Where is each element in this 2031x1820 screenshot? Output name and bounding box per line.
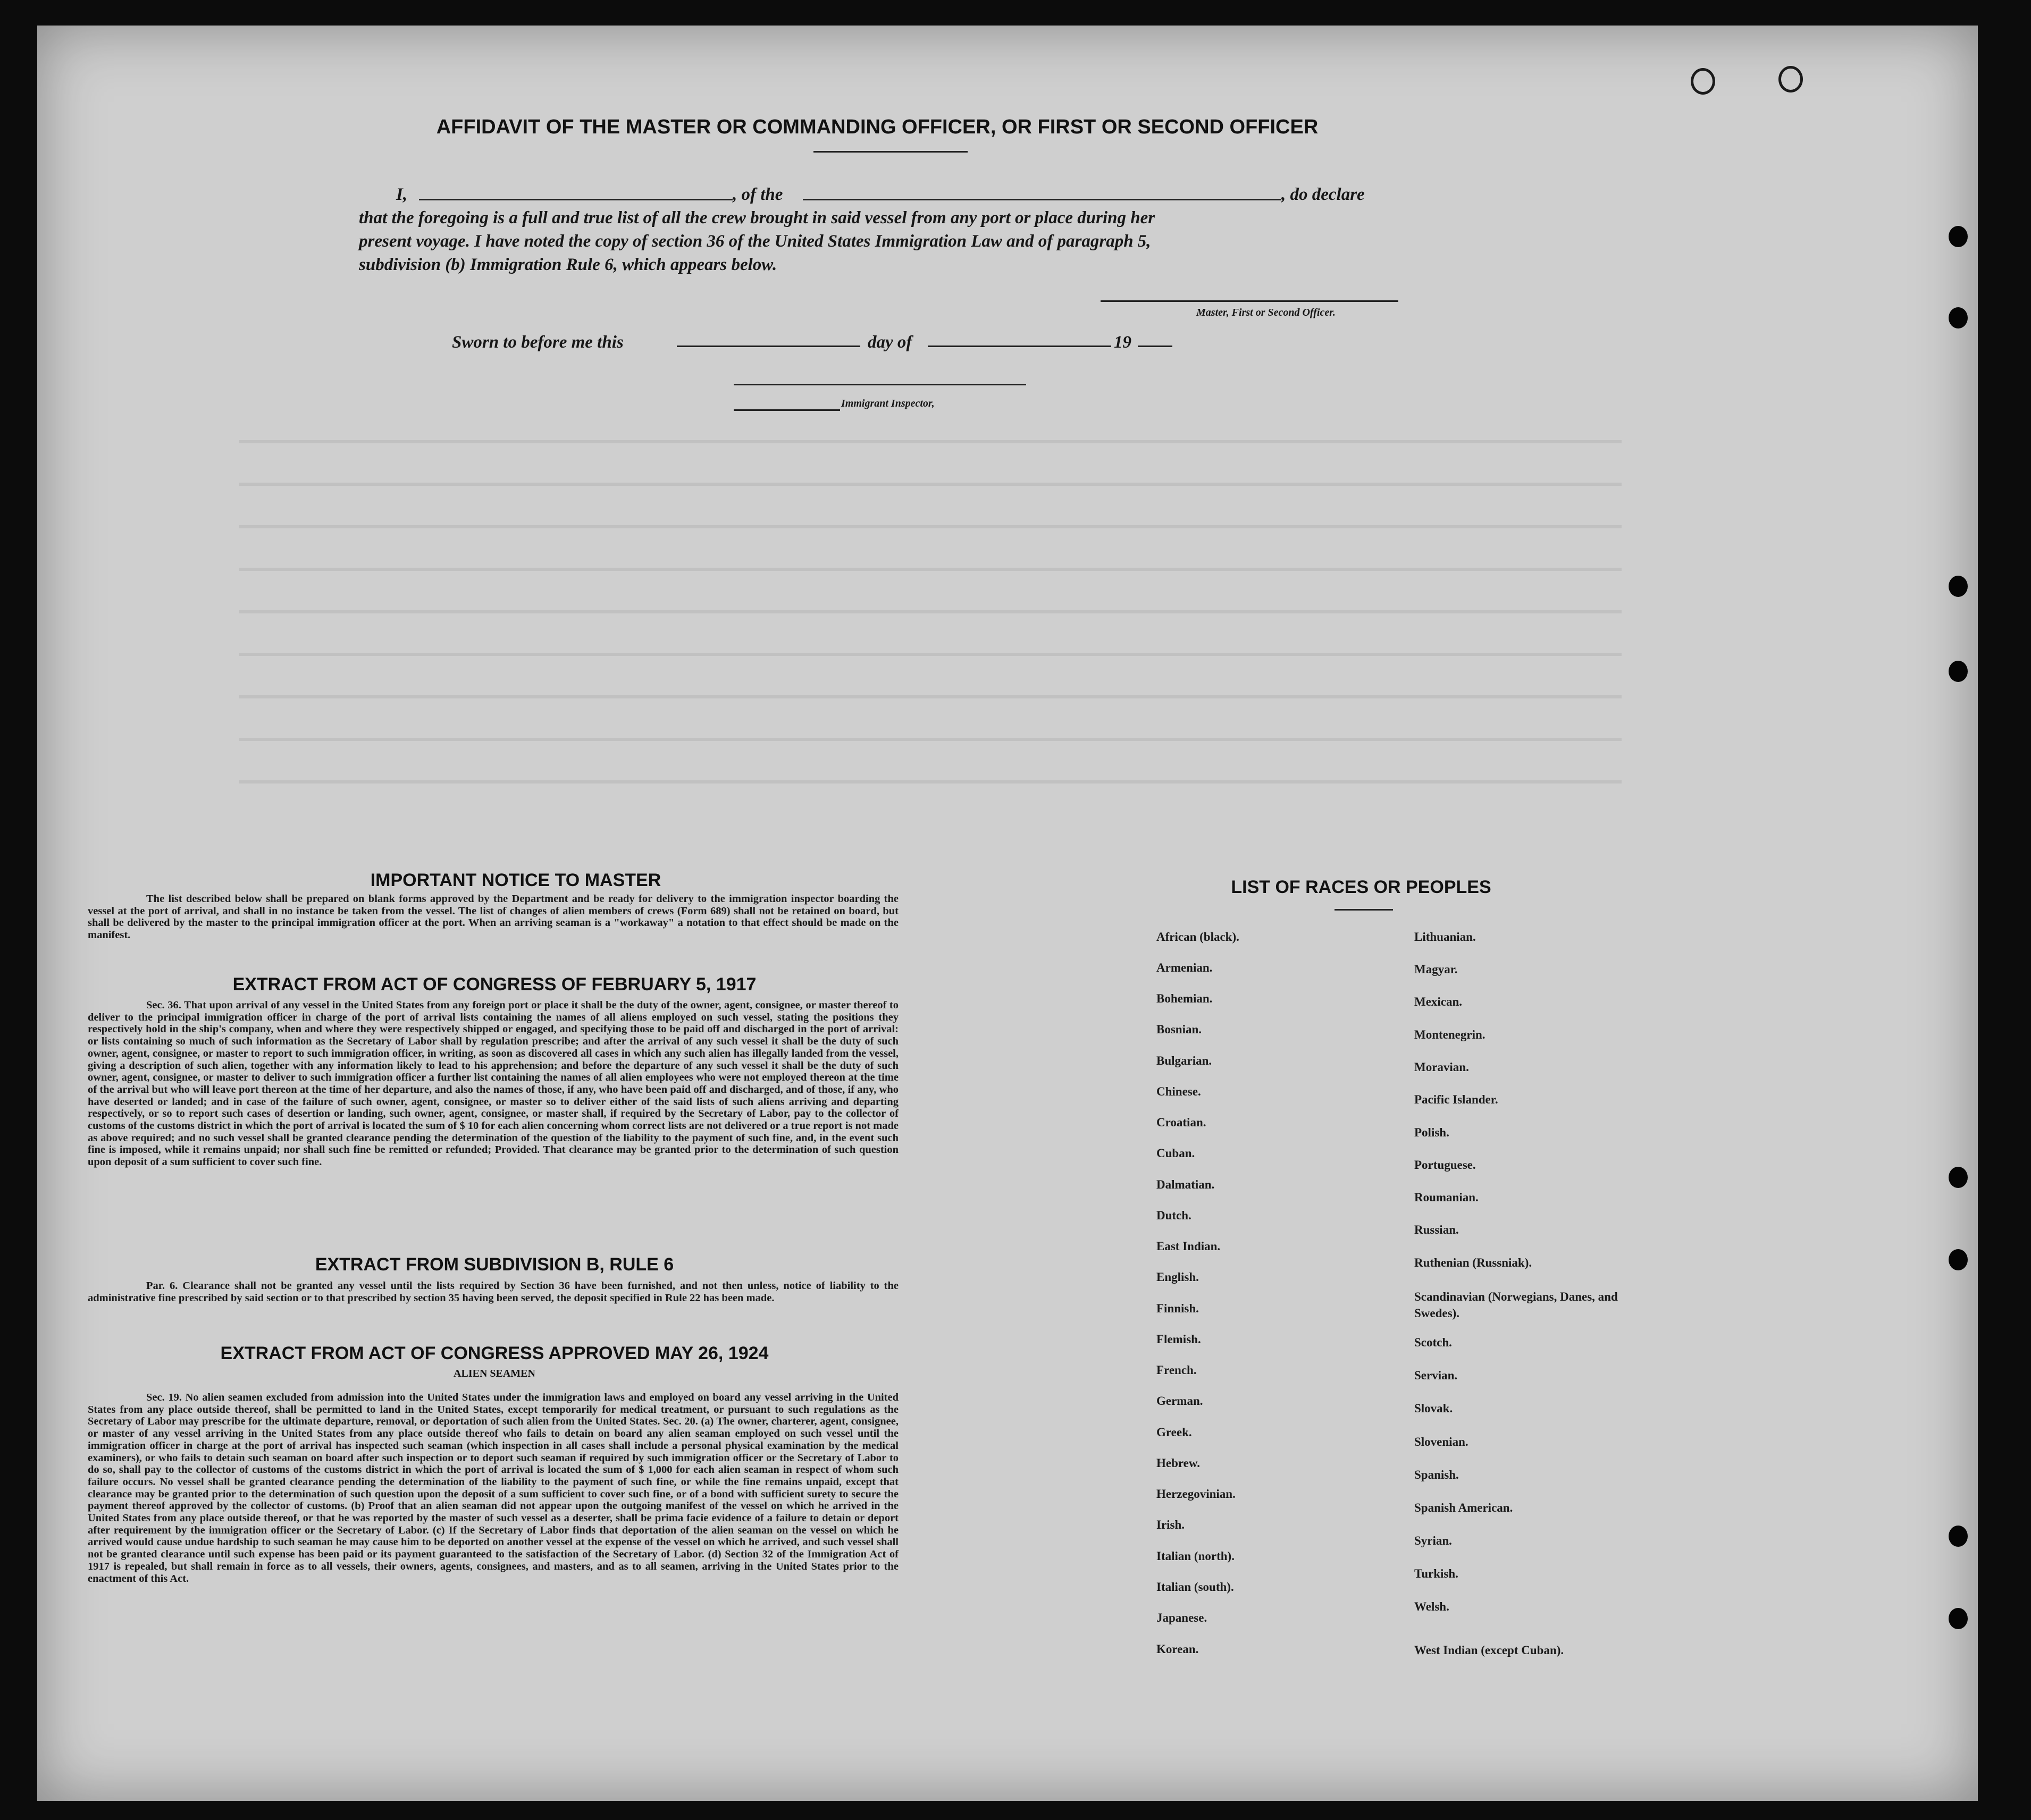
race-item: Flemish.	[1156, 1333, 1201, 1346]
race-item: Syrian.	[1414, 1534, 1452, 1547]
extract-1924-subtitle: ALIEN SEAMEN	[454, 1368, 535, 1379]
sworn-month-blank[interactable]	[928, 346, 1111, 347]
race-item: Hebrew.	[1156, 1456, 1200, 1470]
race-item: English.	[1156, 1270, 1199, 1284]
race-item: Croatian.	[1156, 1116, 1206, 1129]
affidavit-line2: that the foregoing is a full and true list of all the crew brought in said vessel from any port or place during her	[359, 208, 1155, 228]
race-item: Pacific Islander.	[1414, 1093, 1498, 1106]
inspector-label: Immigrant Inspector,	[841, 398, 935, 409]
race-item: Greek.	[1156, 1426, 1192, 1439]
race-item: Slovak.	[1414, 1402, 1453, 1415]
inspector-line[interactable]	[734, 409, 840, 411]
race-item: Bulgarian.	[1156, 1054, 1212, 1067]
race-item: German.	[1156, 1394, 1203, 1408]
binder-hole	[1949, 1249, 1968, 1270]
name-blank[interactable]	[419, 199, 733, 200]
race-item: Scandinavian (Norwegians, Danes, and Swedes).	[1414, 1290, 1618, 1320]
race-item: Herzegovinian.	[1156, 1487, 1236, 1501]
inspector-line-top[interactable]	[734, 384, 1026, 385]
race-item: Finnish.	[1156, 1302, 1199, 1315]
race-item: Lithuanian.	[1414, 930, 1476, 943]
extract-rule6-title: EXTRACT FROM SUBDIVISION B, RULE 6	[315, 1254, 674, 1275]
race-item: Slovenian.	[1414, 1435, 1468, 1448]
binder-hole	[1691, 68, 1715, 95]
race-item: Italian (south).	[1156, 1580, 1234, 1594]
race-item: Korean.	[1156, 1642, 1199, 1656]
binder-hole	[1778, 66, 1803, 92]
race-item: Polish.	[1414, 1126, 1449, 1139]
affidavit-title: AFFIDAVIT OF THE MASTER OR COMMANDING OFFICER, OR FIRST OR SECOND OFFICER	[436, 116, 1319, 138]
race-item: East Indian.	[1156, 1240, 1221, 1253]
extract-1917-body: Sec. 36. That upon arrival of any vessel in the United States from any foreign port or place it shall be the duty of the owner, agent, consignee, or master thereof to deliver to the principal immigration officer in charge of the port of arrival lists containing the names of all aliens employed on such vessel, stating the positions they respectively hold in the ship's company, when and where they were respectively shipped or engaged, and specifying those to be paid off and discharged in the port of arrival: or lists containing so much of such information as the Secretary of Labor shall by regulation prescribe; and after the arrival of any such vessel it shall be the duty of such owner, agent, consignee, or master to report to such immigration officer, in writing, as soon as discovered all cases in which any such alien has illegally landed from the vessel, giving a description of such alien, together with any information likely to lead to his apprehension; and before the departure of any such vessel it shall be the duty of such owner, agent, consignee, or master to deliver to such immigration officer a further list containing the names of all alien employees who were not employed thereon at the time of the arrival but who will leave port thereon at the time of her departure, and also the names of those, if any, who have been paid off and discharged, and of those, if any, who have deserted or landed; and in case of the failure of such owner, agent, consignee, or master so to deliver either of the said lists of such aliens arriving and departing respectively, or so to report such cases of desertion or landing, such owner, agent, consignee, or master shall, if required by the Secretary of Labor, pay to the collector of customs of the customs district in which the port of arrival is located the sum of $ 10 for each alien concerning whom correct lists are not delivered or a true report is not made as above required; and no such vessel shall be granted clearance pending the determination of the question of the liability to the payment of such fine, and, in the event such fine is imposed, while it remains unpaid; nor shall such fine be remitted or refunded; Provided. That clearance may be granted prior to the determination of such question upon deposit of a sum sufficient to cover such fine.	[88, 999, 899, 1168]
race-item: Chinese.	[1156, 1085, 1201, 1098]
binder-hole	[1949, 226, 1968, 247]
race-item: Irish.	[1156, 1518, 1185, 1531]
race-item: Bohemian.	[1156, 992, 1213, 1005]
extract-rule6-body: Par. 6. Clearance shall not be granted any vessel until the lists required by Section 36 have been furnished, and not then unless, notice of liability to the administrative fine prescribed by said section or to that prescribed by section 35 having been served, the deposit specified in Rule 22 has been made.	[88, 1280, 899, 1304]
race-item: West Indian (except Cuban).	[1414, 1644, 1564, 1657]
extract-1924-body: Sec. 19. No alien seamen excluded from admission into the United States under the immigration laws and employed on board any vessel arriving in the United States from any place outside thereof, shall be permitted to land in the United States, except temporarily for medical treatment, or pursuant to such regulations as the Secretary of Labor may prescribe for the ultimate departure, removal, or deportation of such alien from the United States. Sec. 20. (a) The owner, charterer, agent, consignee, or master of any vessel arriving in the United States from any place outside thereof who fails to detain on board any alien seaman employed on such vessel until the immigration officer in charge at the port of arrival has inspected such seaman (which inspection in all cases shall include a personal physical examination by the medical examiners), or who fails to detain such seaman on board after such inspection or to deport such seaman if required by such immigration officer or the Secretary of Labor to do so, shall pay to the collector of customs of the customs district in which the port of arrival is located the sum of $ 1,000 for each alien seaman in respect of whom such failure occurs. No vessel shall be granted clearance pending the determination of the liability to the payment of such fine, or while the fine remains unpaid, except that clearance may be granted prior to the determination of such question upon the deposit of a sum sufficient to cover such fine, or of a bond with sufficient surety to secure the payment thereof approved by the collector of customs. (b) Proof that an alien seaman did not appear upon the outgoing manifest of the vessel on which he arrived in the United States from any place outside thereof, or that he was reported by the master of such vessel as a deserter, shall be prima facie evidence of a failure to detain or deport after requirement by the immigration officer or the Secretary of Labor. (c) If the Secretary of Labor finds that deportation of the alien seaman on the vessel on which he arrived would cause undue hardship to such seaman he may cause him to be deported on another vessel at the expense of the vessel on which he arrived, and such vessel shall not be granted clearance until such expense has been paid or its payment guaranteed to the satisfaction of the Secretary of Labor. (d) Section 32 of the Immigration Act of 1917 is repealed, but shall remain in force as to all vessels, their owners, agents, consignees, and masters, and as to all seamen, arriving in the United States prior to the enactment of this Act.	[88, 1392, 899, 1585]
race-item: Ruthenian (Russniak).	[1414, 1256, 1532, 1269]
sworn-prefix: Sworn to before me this	[452, 333, 624, 352]
races-title-underline	[1335, 909, 1393, 911]
race-item: Cuban.	[1156, 1147, 1195, 1160]
race-item: Japanese.	[1156, 1611, 1207, 1624]
sworn-day-of: day of	[868, 333, 912, 352]
race-item: Russian.	[1414, 1223, 1459, 1236]
affidavit-line4: subdivision (b) Immigration Rule 6, which appears below.	[359, 255, 777, 274]
race-item: Magyar.	[1414, 963, 1458, 976]
race-item: Roumanian.	[1414, 1191, 1479, 1204]
binder-hole	[1949, 307, 1968, 328]
vessel-blank[interactable]	[803, 199, 1281, 200]
binder-hole	[1949, 661, 1968, 682]
race-item: Dalmatian.	[1156, 1178, 1215, 1191]
race-item: Dutch.	[1156, 1209, 1191, 1222]
race-item: Bosnian.	[1156, 1023, 1202, 1036]
binder-hole	[1949, 1608, 1968, 1629]
affidavit-line1-declare: , do declare	[1281, 185, 1365, 204]
races-title: LIST OF RACES OR PEOPLES	[1231, 877, 1491, 897]
master-signature-line[interactable]	[1101, 300, 1398, 302]
race-item: Montenegrin.	[1414, 1028, 1486, 1041]
race-item: African (black).	[1156, 930, 1239, 943]
race-item: Servian.	[1414, 1369, 1458, 1382]
notice-title: IMPORTANT NOTICE TO MASTER	[370, 870, 661, 890]
affidavit-line3: present voyage. I have noted the copy of section 36 of the United States Immigration Law and of paragraph 5,	[359, 232, 1151, 251]
binder-hole	[1949, 576, 1968, 597]
race-item: Turkish.	[1414, 1567, 1458, 1580]
extract-1924-title: EXTRACT FROM ACT OF CONGRESS APPROVED MAY 26, 1924	[220, 1343, 769, 1363]
race-item: Italian (north).	[1156, 1549, 1235, 1563]
extract-1917-title: EXTRACT FROM ACT OF CONGRESS OF FEBRUARY 5, 1917	[232, 974, 757, 995]
sworn-year: 19	[1114, 333, 1131, 352]
affidavit-line1-of: , of the	[733, 185, 783, 204]
binder-hole	[1949, 1526, 1968, 1547]
title-underline	[813, 151, 968, 153]
race-item: French.	[1156, 1363, 1197, 1377]
affidavit-line1-i: I,	[396, 185, 408, 204]
race-item: Spanish.	[1414, 1468, 1459, 1481]
race-item: Moravian.	[1414, 1060, 1469, 1074]
master-label: Master, First or Second Officer.	[1196, 307, 1336, 318]
race-item: Welsh.	[1414, 1600, 1449, 1613]
sworn-day-blank[interactable]	[677, 346, 860, 347]
race-item: Mexican.	[1414, 995, 1463, 1008]
race-item: Portuguese.	[1414, 1158, 1476, 1172]
sworn-year-blank[interactable]	[1138, 346, 1172, 347]
binder-hole	[1949, 1167, 1968, 1188]
race-item: Scotch.	[1414, 1336, 1452, 1349]
race-item: Spanish American.	[1414, 1501, 1513, 1514]
race-item: Armenian.	[1156, 961, 1213, 974]
notice-body: The list described below shall be prepared on blank forms approved by the Department and be ready for delivery to the immigration inspector boarding the vessel at the port of arrival, and shall in no instance be taken from the vessel. The list of changes of alien members of crews (Form 689) shall not be retained on board, but shall be delivered by the master to the principal immigration officer at the port. When an arriving seaman is a "workaway" a notation to that effect should be made on the manifest.	[88, 893, 899, 941]
